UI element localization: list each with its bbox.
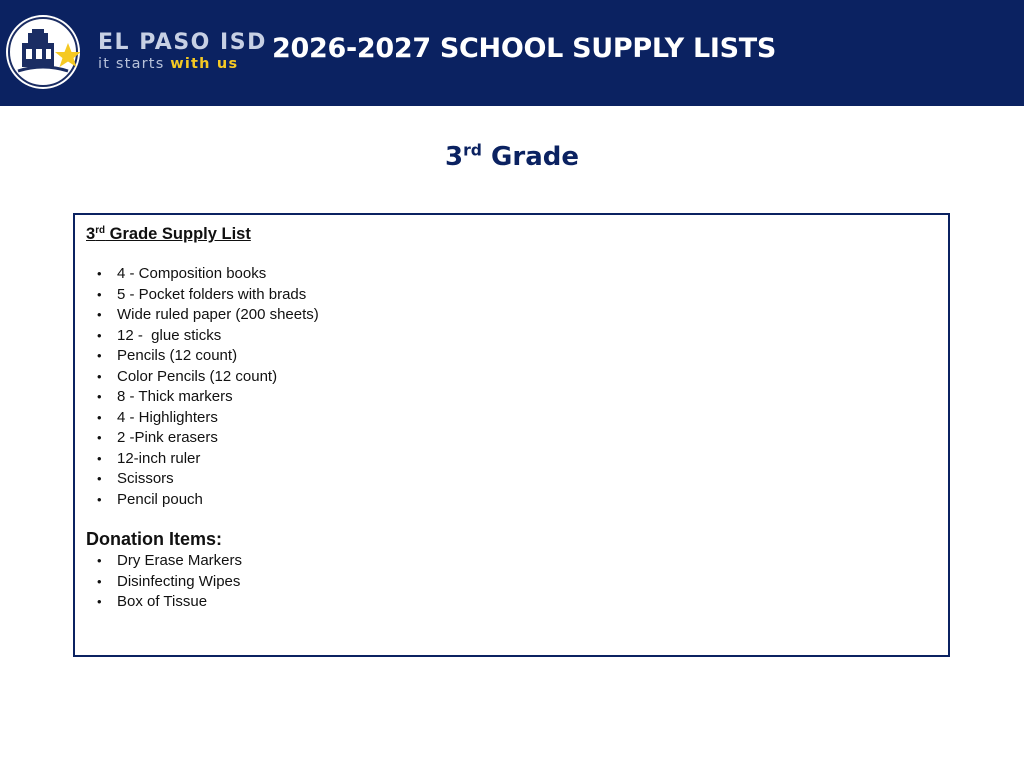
list-item: • 5 - Pocket folders with brads [75, 285, 319, 306]
grade-number: 3 [445, 142, 464, 172]
school-bell-star-icon [6, 15, 80, 89]
grade-suffix: rd [463, 141, 482, 160]
heading-suffix: rd [95, 225, 106, 237]
grade-title [0, 142, 1024, 172]
page-header [0, 0, 1024, 106]
list-item: • Scissors [75, 469, 319, 490]
list-item: • Box of Tissue [75, 592, 242, 613]
list-item: • Pencils (12 count) [75, 346, 319, 367]
donation-heading: Donation Items: [86, 529, 223, 549]
list-item: • 12 - glue sticks [75, 326, 319, 347]
list-item: • 8 - Thick markers [75, 387, 319, 408]
supply-list-box [73, 213, 950, 657]
tagline-highlight: with us [170, 56, 239, 72]
donation-items [75, 551, 242, 613]
grade-word: Grade [491, 142, 579, 172]
list-item: • 4 - Highlighters [75, 408, 319, 429]
list-item: • Dry Erase Markers [75, 551, 242, 572]
brand-name: EL PASO ISD [98, 30, 267, 55]
tagline-prefix: it starts [98, 56, 171, 72]
heading-text: Grade Supply List [105, 225, 251, 243]
list-item: • Pencil pouch [75, 490, 319, 511]
list-item: • Color Pencils (12 count) [75, 367, 319, 388]
list-item: • 4 - Composition books [75, 264, 319, 285]
supply-list-heading [86, 225, 251, 244]
page-header-title: 2026-2027 SCHOOL SUPPLY LISTS [272, 33, 777, 64]
district-logo [6, 15, 80, 89]
list-item: • Disinfecting Wipes [75, 572, 242, 593]
list-item: • Wide ruled paper (200 sheets) [75, 305, 319, 326]
list-item: • 12-inch ruler [75, 449, 319, 470]
list-item: • 2 -Pink erasers [75, 428, 319, 449]
heading-number: 3 [86, 225, 96, 243]
supply-items [75, 264, 319, 510]
brand-tagline [98, 56, 238, 72]
